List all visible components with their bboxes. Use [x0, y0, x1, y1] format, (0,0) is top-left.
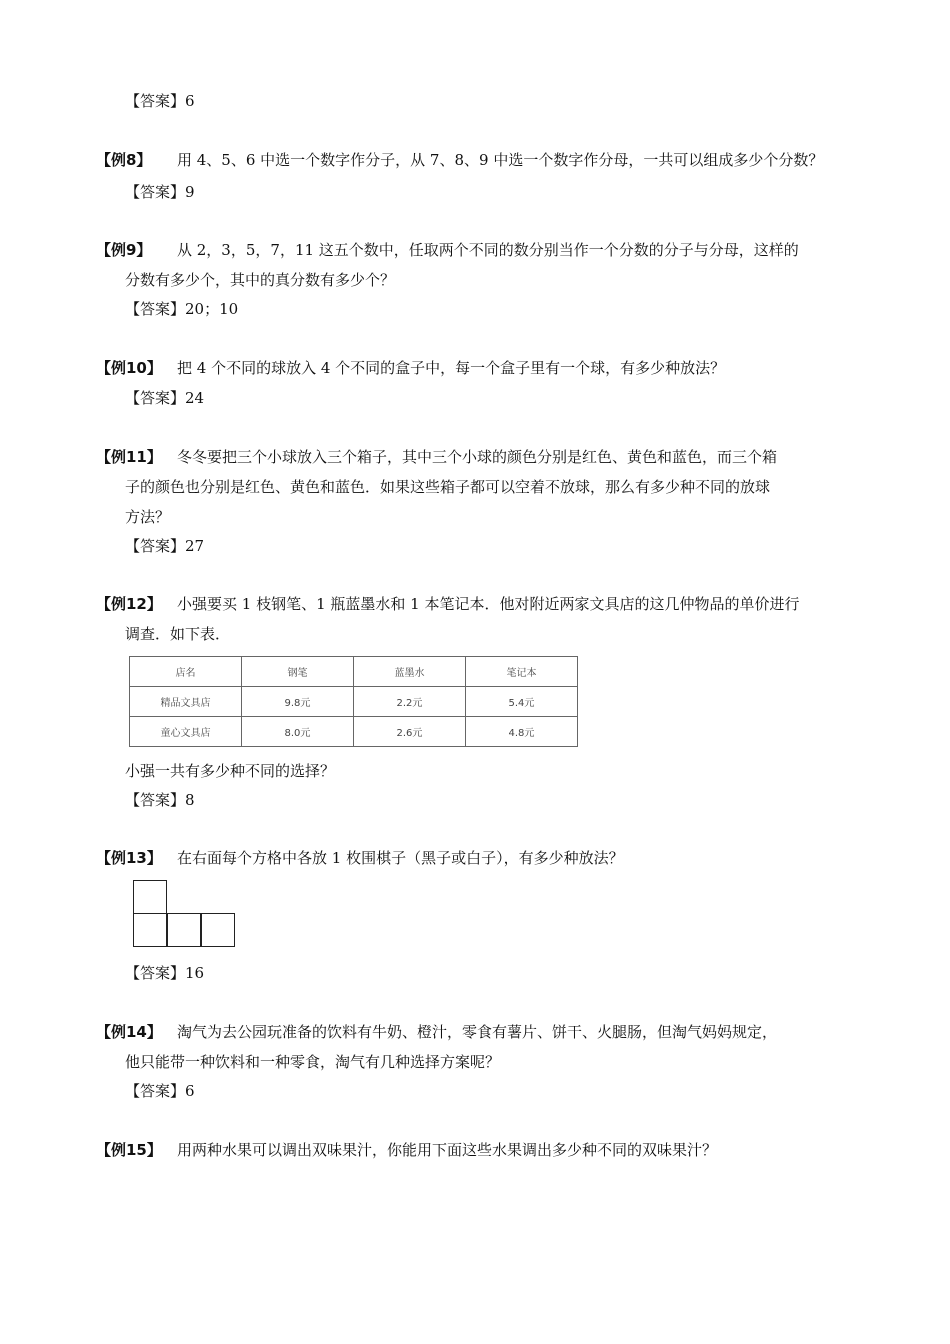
- example-9-tag: 【例9】: [96, 241, 152, 259]
- table-cell: 2.6元: [353, 717, 465, 747]
- grid-cell: [133, 880, 167, 914]
- example-12-answer: 【答案】8: [125, 791, 195, 809]
- example-11-tag: 【例11】: [96, 448, 162, 466]
- example-12-question-line2: 调查．如下表．: [125, 625, 231, 643]
- example-11-question-line2: 子的颜色也分别是红色、黄色和蓝色．如果这些箱子都可以空着不放球，那么有多少种不同的放球: [125, 478, 771, 496]
- table-header-cell: 店名: [130, 657, 242, 687]
- grid-cell: [201, 913, 235, 947]
- example-10-answer: 【答案】24: [125, 389, 205, 407]
- table-cell: 4.8元: [465, 717, 577, 747]
- answer-prev: 【答案】6: [125, 92, 195, 110]
- example-11-answer: 【答案】27: [125, 537, 205, 555]
- table-cell: 5.4元: [465, 687, 577, 717]
- example-13-answer: 【答案】16: [125, 964, 205, 982]
- example-9-question-line2: 分数有多少个，其中的真分数有多少个？: [125, 271, 396, 289]
- example-14-answer: 【答案】6: [125, 1082, 195, 1100]
- grid-cell: [133, 913, 167, 947]
- table-row: [130, 687, 578, 717]
- example-15-question: 用两种水果可以调出双味果汁，你能用下面这些水果调出多少种不同的双味果汁？: [177, 1141, 718, 1159]
- table-header-row: [130, 657, 578, 687]
- example-9-answer: 【答案】20；10: [125, 300, 239, 318]
- example-8-tag: 【例8】: [96, 151, 152, 169]
- table-cell: 童心文具店: [130, 717, 242, 747]
- example-14-question-line2: 他只能带一种饮料和一种零食，淘气有几种选择方案呢？: [125, 1053, 501, 1071]
- example-13-tag: 【例13】: [96, 849, 162, 867]
- table-header-cell: 蓝墨水: [353, 657, 465, 687]
- grid-cell: [167, 913, 201, 947]
- example-12-question-after-table: 小强一共有多少种不同的选择？: [125, 762, 336, 780]
- table-row: [130, 717, 578, 747]
- table-header-cell: 钢笔: [241, 657, 353, 687]
- table-header-cell: 笔记本: [465, 657, 577, 687]
- price-table: [129, 656, 578, 747]
- example-10-tag: 【例10】: [96, 359, 162, 377]
- example-12-tag: 【例12】: [96, 595, 162, 613]
- example-9-question-line1: 从 2，3，5，7，11 这五个数中，任取两个不同的数分别当作一个分数的分子与分母，这样的: [177, 241, 799, 259]
- example-8-question: 用 4、5、6 中选一个数字作分子，从 7、8、9 中选一个数字作分母，一共可以组成多少个分数？: [177, 151, 824, 169]
- example-13-question: 在右面每个方格中各放 1 枚围棋子（黑子或白子），有多少种放法？: [177, 849, 624, 867]
- example-11-question-line3: 方法？: [125, 508, 171, 526]
- table-cell: 2.2元: [353, 687, 465, 717]
- example-10-question: 把 4 个不同的球放入 4 个不同的盒子中，每一个盒子里有一个球，有多少种放法？: [177, 359, 726, 377]
- example-11-question-line1: 冬冬要把三个小球放入三个箱子，其中三个小球的颜色分别是红色、黄色和蓝色，而三个箱: [177, 448, 778, 466]
- example-12-question-line1: 小强要买 1 枝钢笔、1 瓶蓝墨水和 1 本笔记本．他对附近两家文具店的这几仲物品的单价进行: [177, 595, 800, 613]
- table-cell: 9.8元: [241, 687, 353, 717]
- table-cell: 8.0元: [241, 717, 353, 747]
- example-14-tag: 【例14】: [96, 1023, 162, 1041]
- example-15-tag: 【例15】: [96, 1141, 162, 1159]
- example-14-question-line1: 淘气为去公园玩准备的饮料有牛奶、橙汁，零食有薯片、饼干、火腿肠，但淘气妈妈规定，: [177, 1023, 778, 1041]
- square-grid-figure: [133, 880, 238, 948]
- example-8-answer: 【答案】9: [125, 183, 195, 201]
- table-cell: 精品文具店: [130, 687, 242, 717]
